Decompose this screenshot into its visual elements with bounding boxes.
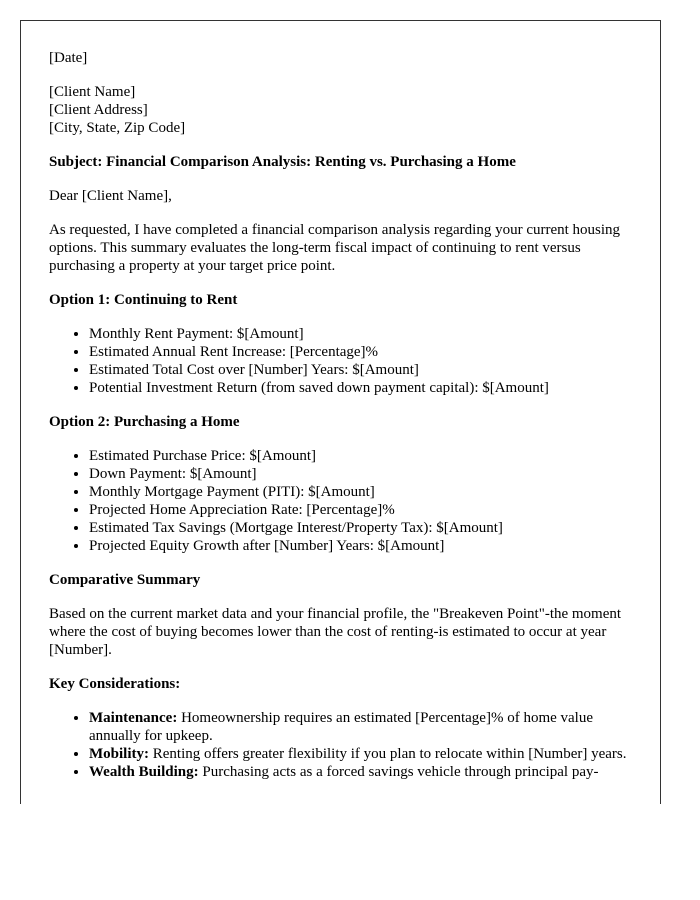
item-label: Mobility: [89, 746, 149, 762]
intro-paragraph: As requested, I have completed a financial comparison analysis regarding your current housing options. This summary evaluates the long-term fiscal impact of continuing to rent versus purchasing a property at your target price point. [49, 222, 621, 274]
list-item: • Projected Equity Growth after [Number] Years: $[Amount] [89, 537, 632, 555]
item-text: Purchasing acts as a forced savings vehicle through principal pay- [198, 764, 599, 780]
list-item: • Potential Investment Return (from saved down payment capital): $[Amount] [89, 379, 632, 397]
option1-heading: Option 1: Continuing to Rent [49, 292, 238, 308]
list-item: • Estimated Total Cost over [Number] Years: $[Amount] [89, 361, 632, 379]
subject-line: Subject: Financial Comparison Analysis: Renting vs. Purchasing a Home [49, 154, 516, 170]
recipient-block [49, 83, 632, 137]
list-item: • Down Payment: $[Amount] [89, 465, 632, 483]
considerations-heading: Key Considerations: [49, 676, 181, 692]
list-item [89, 745, 632, 763]
list-item: • Monthly Mortgage Payment (PITI): $[Amount] [89, 483, 632, 501]
client-name: [Client Name] [49, 84, 136, 100]
item-label: Wealth Building: [89, 764, 199, 780]
item-text: Homeownership requires an estimated [Percentage]% of home value annually for upkeep. [89, 710, 594, 744]
letter-page [20, 20, 661, 804]
summary-heading: Comparative Summary [49, 572, 201, 588]
option2-list [49, 447, 632, 555]
date: [Date] [49, 50, 88, 66]
option2-heading: Option 2: Purchasing a Home [49, 414, 240, 430]
item-label: Maintenance: [89, 710, 178, 726]
list-item [89, 709, 632, 745]
list-item: • Monthly Rent Payment: $[Amount] [89, 325, 632, 343]
client-address: [Client Address] [49, 102, 148, 118]
list-item: • Estimated Tax Savings (Mortgage Interest/Property Tax): $[Amount] [89, 519, 632, 537]
item-text: Renting offers greater flexibility if you plan to relocate within [Number] years. [149, 746, 627, 762]
list-item: • Estimated Purchase Price: $[Amount] [89, 447, 632, 465]
salutation: Dear [Client Name], [49, 188, 172, 204]
summary-paragraph: Based on the current market data and your financial profile, the "Breakeven Point"-the moment where the cost of buying becomes lower than the cost of renting-is estimated to occur at year [Number]. [49, 606, 622, 658]
list-item: • Estimated Annual Rent Increase: [Percentage]% [89, 343, 632, 361]
list-item: • Projected Home Appreciation Rate: [Percentage]% [89, 501, 632, 519]
option1-list [49, 325, 632, 397]
client-city: [City, State, Zip Code] [49, 120, 186, 136]
list-item [89, 763, 632, 781]
considerations-list [49, 709, 632, 781]
